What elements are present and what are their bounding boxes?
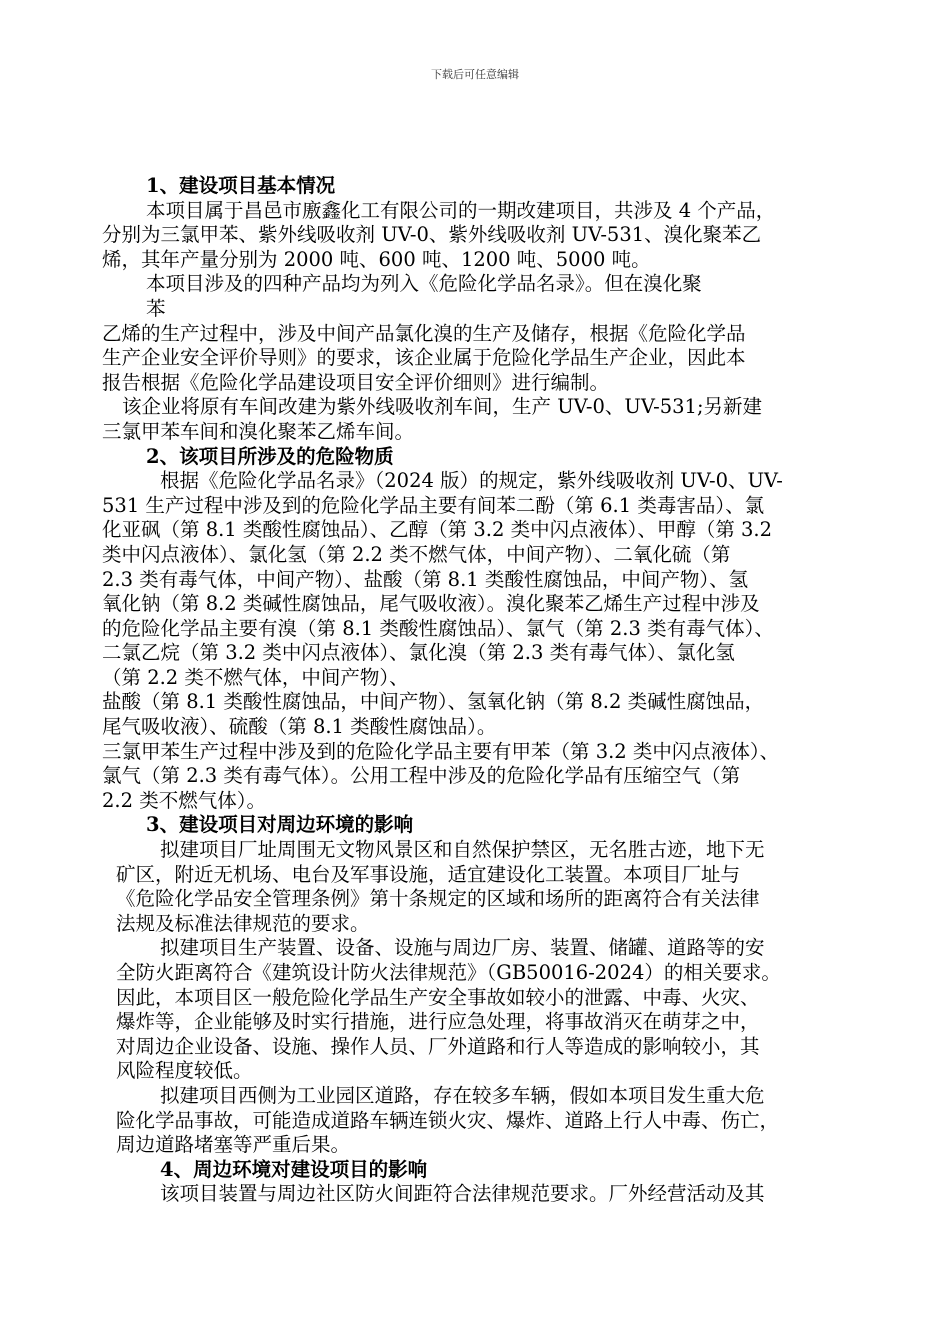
paragraph-line: 类中闪点液体）、氯化氢（第 2.2 类不燃气体，中间产物）、二氧化硫（第: [102, 542, 731, 566]
section-heading-3: 3、建设项目对周边环境的影响: [146, 813, 414, 837]
paragraph-line: 尾气吸收液）、硫酸（第 8.1 类酸性腐蚀品）。: [102, 715, 497, 739]
paragraph-line: 2.3 类有毒气体，中间产物）、盐酸（第 8.1 类酸性腐蚀品，中间产物）、氢: [102, 567, 749, 591]
paragraph-line: 爆炸等，企业能够及时实行措施，进行应急处理，将事故消灭在萌芽之中，: [116, 1010, 760, 1034]
paragraph-line: 险化学品事故，可能造成道路车辆连锁火灾、爆炸、道路上行人中毒、伤亡，: [116, 1108, 780, 1132]
paragraph-line: 本项目属于昌邑市廒鑫化工有限公司的一期改建项目，共涉及 4 个产品，: [146, 198, 776, 222]
paragraph-line: 根据《危险化学品名录》（2024 版）的规定，紫外线吸收剂 UV-0、UV-: [160, 469, 783, 493]
paragraph-line: 化亚砜（第 8.1 类酸性腐蚀品）、乙醇（第 3.2 类中闪点液体）、甲醇（第 3.2: [102, 518, 773, 542]
paragraph-line: 2.2 类不燃气体）。: [102, 788, 266, 812]
paragraph-line: 苯: [146, 296, 166, 320]
section-heading-1: 1、建设项目基本情况: [146, 174, 336, 197]
paragraph-line: 氧化钠（第 8.2 类碱性腐蚀品，尾气吸收液）。溴化聚苯乙烯生产过程中涉及: [102, 592, 760, 616]
paragraph-line: （第 2.2 类不燃气体，中间产物）、: [102, 665, 409, 689]
paragraph-line: 分别为三氯甲苯、紫外线吸收剂 UV-0、紫外线吸收剂 UV-531、溴化聚苯乙: [102, 223, 762, 247]
paragraph-line: 531 生产过程中涉及到的危险化学品主要有间苯二酚（第 6.1 类毒害品）、氯: [102, 493, 765, 517]
section-heading-4: 4、周边环境对建设项目的影响: [160, 1157, 428, 1181]
paragraph-line: 乙烯的生产过程中，涉及中间产品氯化溴的生产及储存，根据《危险化学品: [102, 321, 746, 345]
paragraph-line: 生产企业安全评价导则》的要求，该企业属于危险化学品生产企业，因此本: [102, 346, 746, 370]
paragraph-line: 法规及标准法律规范的要求。: [116, 911, 370, 935]
paragraph-line: 盐酸（第 8.1 类酸性腐蚀品，中间产物）、氢氧化钠（第 8.2 类碱性腐蚀品，: [102, 690, 765, 714]
paragraph-line: 拟建项目西侧为工业园区道路，存在较多车辆，假如本项目发生重大危: [160, 1083, 765, 1107]
paragraph-line: 三氯甲苯生产过程中涉及到的危险化学品主要有甲苯（第 3.2 类中闪点液体）、: [102, 739, 780, 763]
document-body: [102, 174, 872, 1207]
paragraph-line: 二氯乙烷（第 3.2 类中闪点液体）、氯化溴（第 2.3 类有毒气体）、氯化氢: [102, 641, 735, 665]
paragraph-line: 《危险化学品安全管理条例》第十条规定的区域和场所的距离符合有关法律: [116, 887, 760, 911]
paragraph-line: 拟建项目生产装置、设备、设施与周边厂房、装置、储罐、道路等的安: [160, 936, 765, 960]
paragraph-line: 报告根据《危险化学品建设项目安全评价细则》进行编制。: [102, 370, 610, 394]
paragraph-line: 氯气（第 2.3 类有毒气体）。公用工程中涉及的危险化学品有压缩空气（第: [102, 764, 741, 788]
paragraph-line: 烯，其年产量分别为 2000 吨、600 吨、1200 吨、5000 吨。: [102, 247, 651, 271]
paragraph-line: 因此，本项目区一般危险化学品生产安全事故如较小的泄露、中毒、火灾、: [116, 985, 760, 1009]
paragraph-line: 拟建项目厂址周围无文物风景区和自然保护禁区，无名胜古迹，地下无: [160, 838, 765, 862]
paragraph-line: 矿区，附近无机场、电台及军事设施，适宜建设化工装置。本项目厂址与: [116, 862, 741, 886]
paragraph-line: 的危险化学品主要有溴（第 8.1 类酸性腐蚀品）、氯气（第 2.3 类有毒气体）、: [102, 616, 774, 640]
paragraph-line: 风险程度较低。: [116, 1059, 253, 1083]
paragraph-line: 该企业将原有车间改建为紫外线吸收剂车间，生产 UV-0、UV-531;另新建: [122, 395, 763, 419]
paragraph-line: 周边道路堵塞等严重后果。: [116, 1133, 351, 1157]
paragraph-line: 全防火距离符合《建筑设计防火法律规范》（GB50016-2024）的相关要求。: [116, 961, 781, 984]
paragraph-line: 该项目装置与周边社区防火间距符合法律规范要求。厂外经营活动及其: [160, 1182, 765, 1206]
page-header: 下载后可任意编辑: [431, 68, 519, 81]
paragraph-line: 本项目涉及的四种产品均为列入《危险化学品名录》。但在溴化聚: [146, 272, 702, 296]
paragraph-line: 三氯甲苯车间和溴化聚苯乙烯车间。: [102, 419, 415, 443]
paragraph-line: 对周边企业设备、设施、操作人员、厂外道路和行人等造成的影响较小，其: [116, 1034, 760, 1058]
section-heading-2: 2、该项目所涉及的危险物质: [146, 444, 394, 468]
